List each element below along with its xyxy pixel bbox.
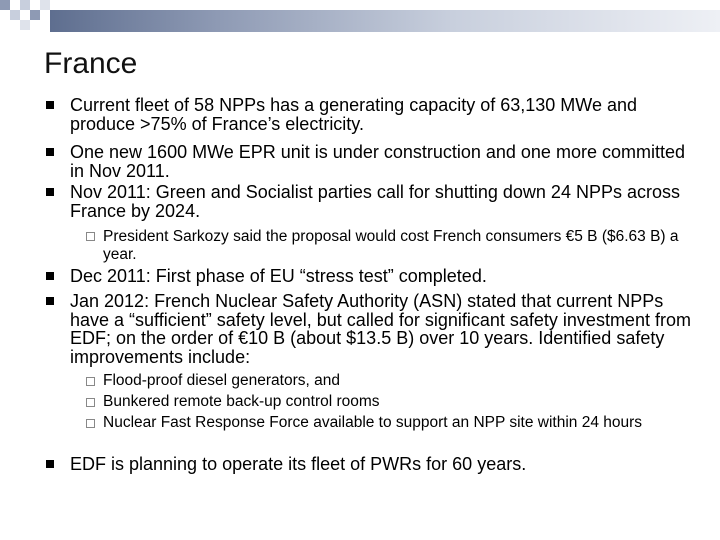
sub-bullet-text: Flood-proof diesel generators, and bbox=[103, 372, 340, 389]
bullet-square-icon bbox=[46, 148, 54, 156]
bullet-text: One new 1600 MWe EPR unit is under construction and one more committed in Nov 2011. bbox=[70, 142, 685, 181]
sub-bullet-text: Nuclear Fast Response Force available to support an NPP site within 24 hours bbox=[103, 414, 643, 431]
bullet-square-icon bbox=[46, 297, 54, 305]
bullet-square-icon bbox=[46, 188, 54, 196]
slide-title: France bbox=[44, 47, 138, 80]
bullet-text: Dec 2011: First phase of EU “stress test” completed. bbox=[70, 266, 487, 286]
sub-bullet-square-icon bbox=[86, 419, 95, 428]
bullet-text: EDF is planning to operate its fleet of PWRs for 60 years. bbox=[70, 454, 527, 474]
bullet-square-icon bbox=[46, 460, 54, 468]
sub-bullet-square-icon bbox=[86, 377, 95, 386]
bullet-text: Jan 2012: French Nuclear Safety Authority (ASN) stated that current NPPs have a “sufficient” safety level, but called for significant safety investment from EDF; on the order of €10 B (about $13.5 B) over 10 years. Identified safety improvements include: bbox=[70, 291, 691, 367]
sub-bullet-text: Bunkered remote back-up control rooms bbox=[103, 393, 380, 410]
bullet-text: Nov 2011: Green and Socialist parties call for shutting down 24 NPPs across France by 2024. bbox=[70, 182, 680, 221]
sub-bullet-text: President Sarkozy said the proposal would cost French consumers €5 B ($6.63 B) a year. bbox=[103, 228, 679, 263]
sub-bullet-square-icon bbox=[86, 232, 95, 241]
bullet-text: Current fleet of 58 NPPs has a generating capacity of 63,130 MWe and produce >75% of France’s electricity. bbox=[70, 95, 637, 134]
sub-bullet-square-icon bbox=[86, 398, 95, 407]
bullet-square-icon bbox=[46, 101, 54, 109]
bullet-square-icon bbox=[46, 272, 54, 280]
